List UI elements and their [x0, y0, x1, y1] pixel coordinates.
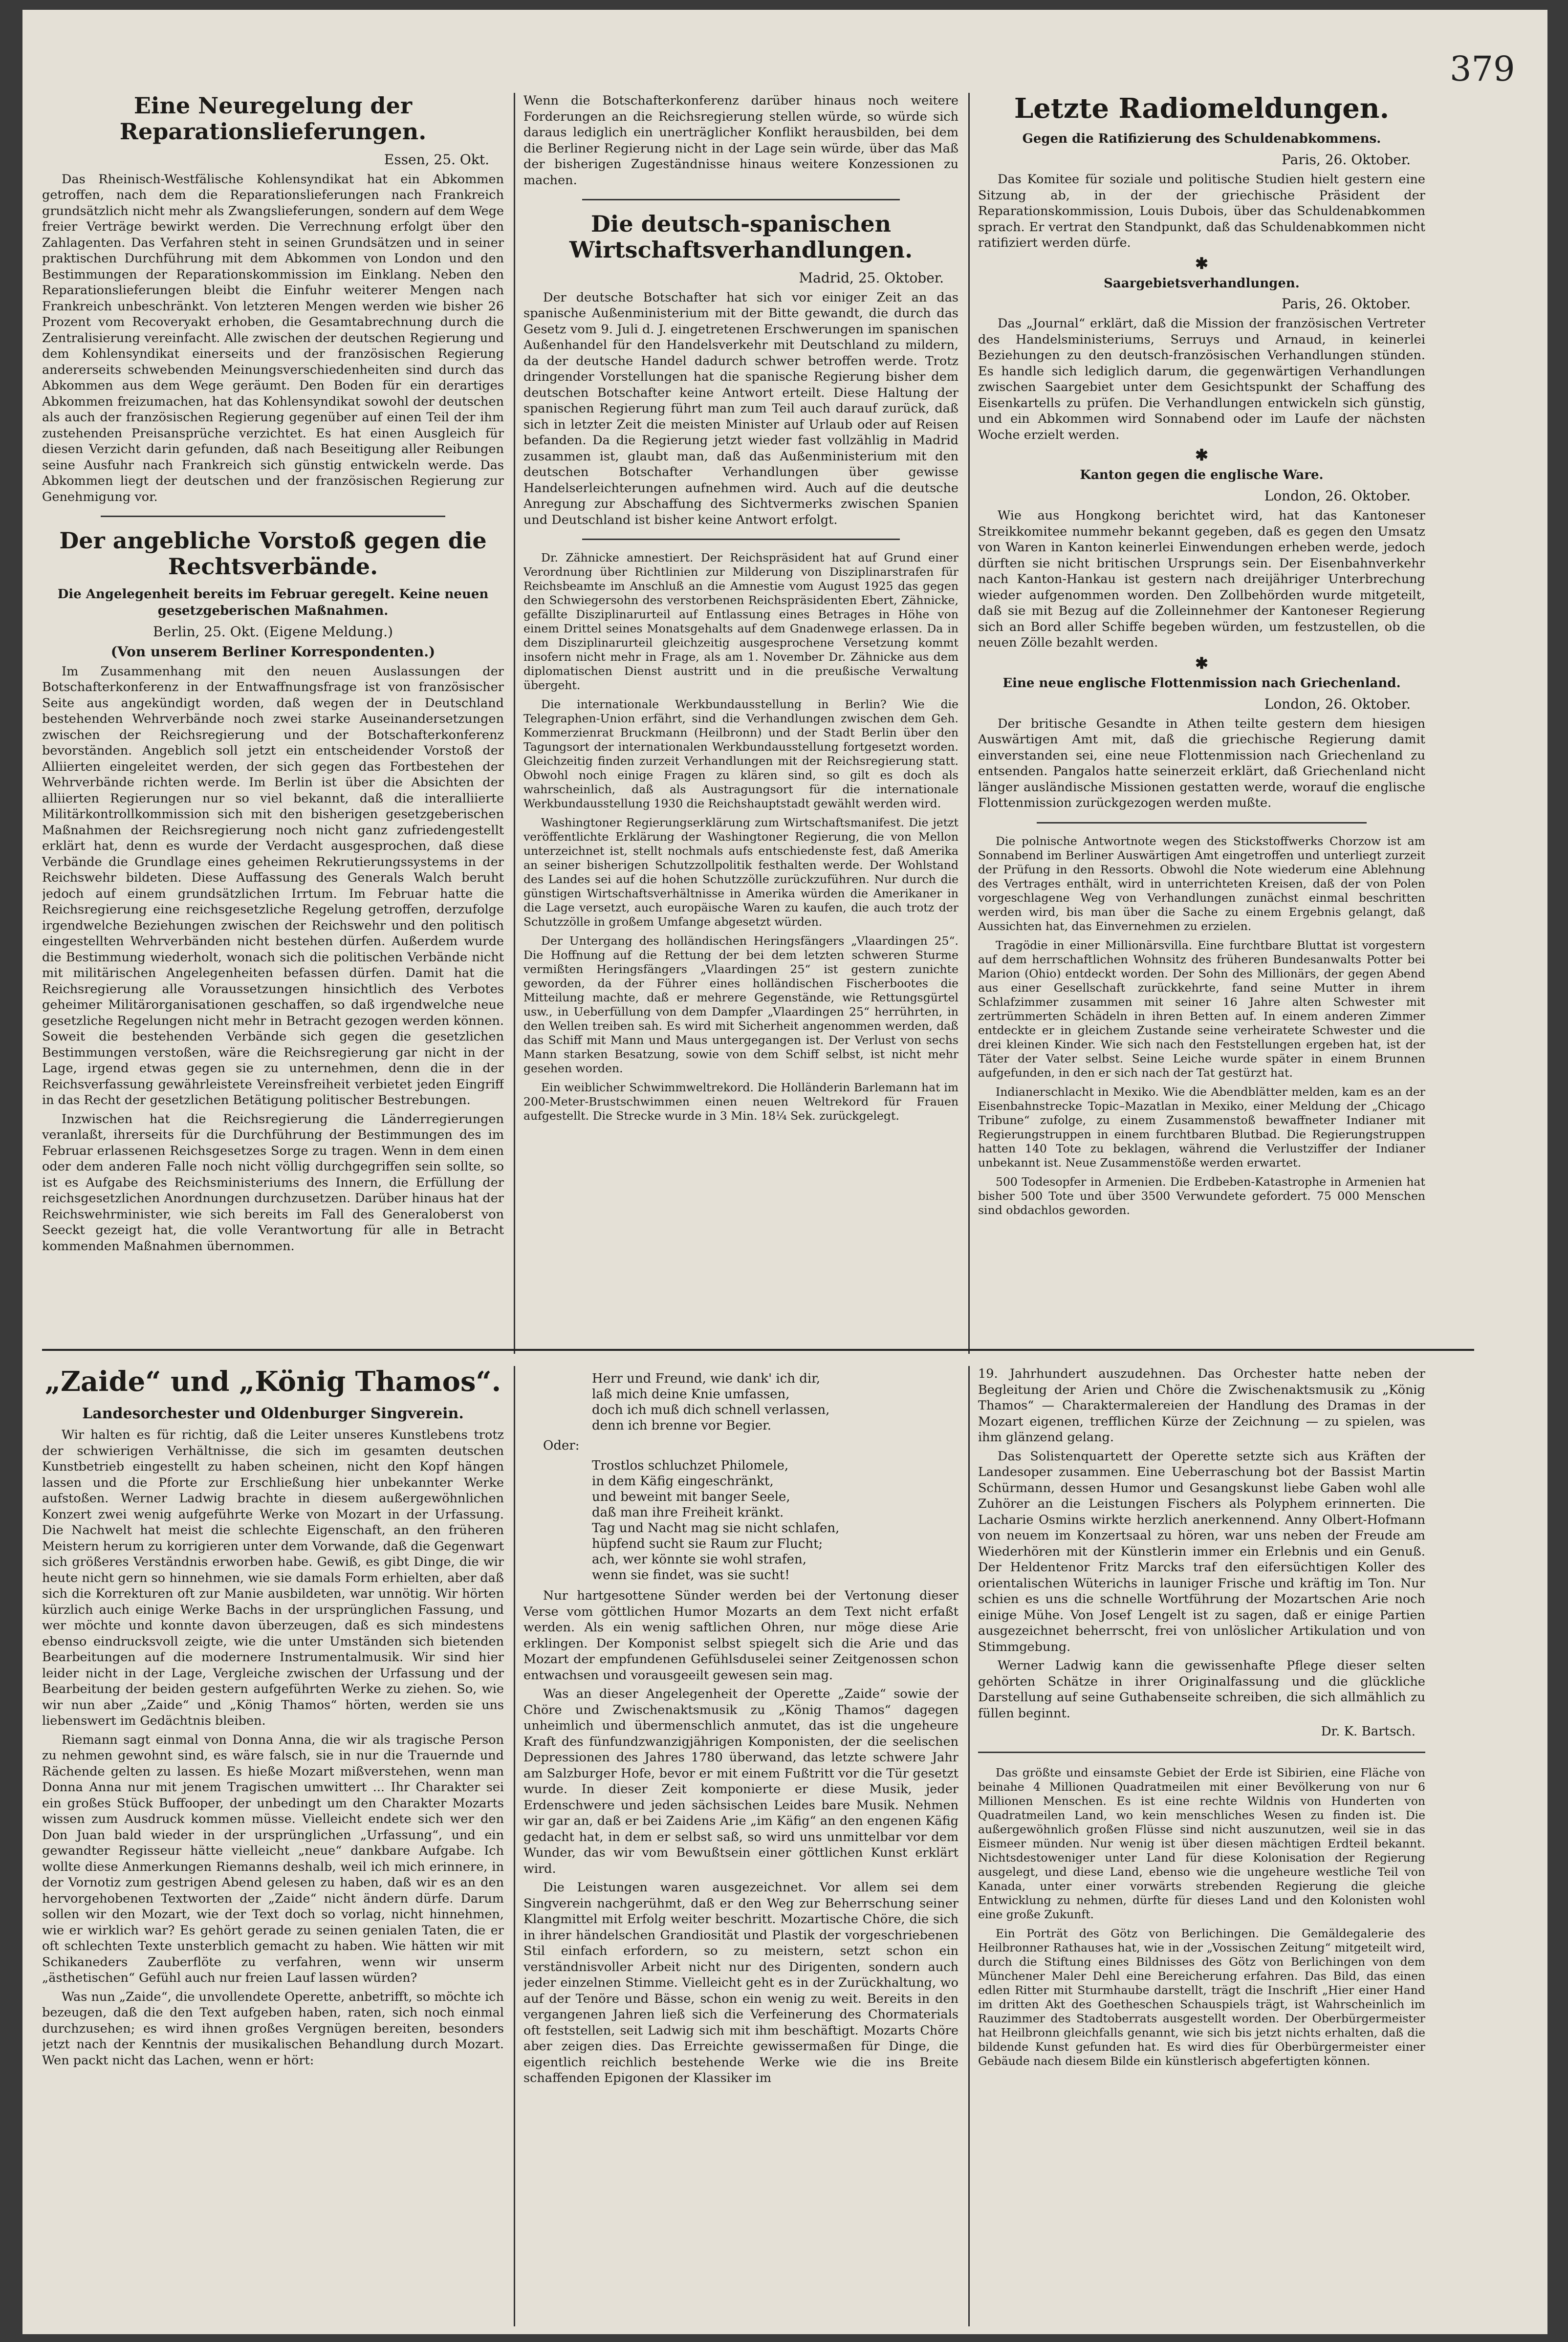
feuilleton-text: Was nun „Zaide“, die unvollendete Operette, anbetrifft, so möchte ich bezeugen, daß die den Text aufgeben haben, raten, sich noch einmal durchzusehen; es wird ihnen großes Vergnügen bereiten, besonders jetzt nach der Kenntnis der musikalischen Behandlung durch Mozart. Wen packt nicht das Lachen, wenn er hört: [42, 1989, 504, 2068]
article-subtitle: Saargebietsverhandlungen. [1104, 276, 1300, 291]
poem-line: wenn sie findet, was sie sucht! [592, 1568, 790, 1583]
feuilleton-text: Die Leistungen waren ausgezeichnet. Vor allem sei dem Singverein nachgerühmt, daß er den Weg zur Beherrschung seiner Klangmittel mit Erfolg weiter beschritt. Mozartische Chöre, die sich in ihrer händelschen Grandiosität und Plastik der vorgeschriebenen Stil einfach erfordern, so zu meistern, setzt schon ein verständnisvoller Arbeit nicht nur des Dirigenten, sondern auch jeder einzelnen Stimme. Vielleicht geht es in der Zurückhaltung, wo auf der Tenöre und Bässe, schon ein wenig zu weit. Bereits in den vergangenen Jahren ließ sich die Verfeinerung des Chormaterials oft feststellen, seit Ladwig sich mit ihm beschäftigt. Mozarts Chöre aber zeigen dies. Das Erreichte gewissermaßen für Dinge, die eigentlich reichlich bestehende Werke wie die ins Breite schaffenden Epigonen der Klassiker im [523, 1880, 958, 2085]
divider [582, 199, 900, 200]
article-text: Der deutsche Botschafter hat sich vor einiger Zeit an das spanische Außenministerium mit der Bitte gewandt, die durch das Gesetz vom 9. Juli d. J. eingetretenen Erschwerungen im spanischen Außenhandel für den Handelsverkehr mit Deutschland zu mildern, da der deutsche Handel dadurch schwer betroffen werde. Trotz dringender Vorstellungen hat die spanische Regierung bisher dem deutschen Botschafter keine Antwort erteilt. Diese Haltung der spanischen Regierung führt man zum Teil auch darauf zurück, daß sich in letzter Zeit die meisten Minister auf Urlaub oder auf Reisen befanden. Da die Regierung jetzt wieder fast vollzählig in Madrid zusammen ist, glaubt man, daß das Außenministerium mit den deutschen Botschafter Verhandlungen über gewisse Handelserleichterungen aufnehmen wird. Auch auf die deutsche Anregung zur Abschaffung des Sichtvermerks zwischen Spanien und Deutschland ist bisher keine Antwort erfolgt. [523, 290, 958, 527]
article-title: Der angebliche Vorstoß gegen die Rechtsverbände. [59, 527, 487, 580]
dateline: Paris, 26. Oktober. [1282, 152, 1411, 168]
feuilleton-text: Nur hartgesottene Sünder werden bei der Vertonung dieser Verse vom göttlichen Humor Mozarts an dem Text nicht erfaßt werden. Als ein wenig saftlichen Ohren, nur möge diese Arie erklingen. Der Komponist selbst spiegelt sich die Arie und das Mozart der empfundenen Gefühlsduselei seiner Zeitgenossen schon entwachsen und vorausgeeilt gewesen sein mag. [523, 1588, 958, 1683]
poem-line: Herr und Freund, wie dank' ich dir, [592, 1371, 821, 1386]
poem-line: und beweint mit banger Seele, [592, 1490, 790, 1504]
dateline: London, 26. Oktober. [1264, 695, 1411, 712]
column-1 [42, 93, 504, 1344]
section-title: Letzte Radiomeldungen. [1014, 93, 1390, 125]
divider [978, 1752, 1425, 1753]
article-subtitle: Eine neue englische Flottenmission nach Griechenland. [1002, 675, 1401, 691]
article-text: Im Zusammenhang mit den neuen Auslassungen der Botschafterkonferenz in der Entwaffnungsfrage ist von französischer Seite aus angekündigt worden, daß wegen der in Deutschland bestehenden Wehrverbände noch zwei starke Auseinandersetzungen zwischen der Reichsregierung und der Botschafterkonferenz bevorständen. Angeblich soll jetzt ein entscheidender Vorstoß der Alliierten eingeleitet werden, der sich gegen das Fortbestehen der Wehrverbände richten werde. Im Berlin ist über die Absichten der alliierten Regierungen nur so viel bekannt, daß die interalliierte Militärkontrollkommission sich mit den bisherigen gesetzgeberischen Maßnahmen der Reichsregierung noch nicht ganz zufriedengestellt erklärt hat, denn es wurde der Verdacht ausgesprochen, daß diese Verbände die Grundlage eines geheimen Rekrutierungssystems in der Reichswehr bildeten. Diese Auffassung des Generals Walch beruht jedoch auf einem grundsätzlichen Irrtum. Im Februar hatte die Reichsregierung eine reichsgesetzliche Regelung getroffen, derzufolge irgendwelche Beziehungen zwischen der Reichswehr und den politisch eingestellten Wehrverbänden nicht bestehen dürfen. Außerdem wurde die Bestimmung wiederholt, wonach sich die politischen Verbände nicht mit militärischen Angelegenheiten befassen dürfen. Damit hat die Reichsregierung alle Voraussetzungen hinsichtlich des Verbotes geheimer Militärorganisationen geschaffen, so daß irgendwelche neue gesetzliche Regelungen nicht mehr in Betracht gezogen werden können. Soweit die bestehenden Verbände sich gegen die gesetzlichen Bestimmungen verstoßen, wäre die Reichsregierung gar nicht in der Lage, irgend etwas gegen sie zu unternehmen, denn die in der Reichsverfassung gewährleistete Vereinsfreiheit verbietet jeden Eingriff in das Recht der gesetzlichen Betätigung politischer Bestrebungen. [42, 664, 504, 1108]
feuilleton-text: Werner Ladwig kann die gewissenhafte Pflege dieser selten gehörten Schätze in ihrer Originalfassung und die glückliche Darstellung auf seine Guthabenseite schreiben, die sich allmählich zu füllen beginnt. [978, 1658, 1425, 1721]
feuilleton-text: Wir halten es für richtig, daß die Leiter unseres Kunstlebens trotz der schwierigen Verhältnisse, die sich im gesamten deutschen Kunstbetrieb eingestellt zu haben scheinen, nicht den Kopf hängen lassen und die Pforte zur Erschließung hier unbekannter Werke aufstoßen. Werner Ladwig brachte in diesem außergewöhnlichen Konzert zwei wenig aufgeführte Werke von Mozart in der Urfassung. Die Nachwelt hat meist die schlechte Eigenschaft, an den früheren Meistern herum zu korrigieren unter dem Vorwande, daß die Gegenwart sich größeres Verständnis erworben habe. Gewiß, es gibt Dinge, die wir heute nicht gern so hinnehmen, wie sie damals Form erhielten, aber daß sich die Korrekturen oft zur Manie ausbildeten, war unnötig. Wir hörten kürzlich auch einige Werke Bachs in der ursprünglichen Fassung, und wer möchte und konnte davon überzeugen, daß es sich mindestens ebenso eindrucksvoll zeigte, wie die unter Umständen sich bietenden Bearbeitungen auf die modernere Instrumentalmusik. Wir sind hier leider nicht in der Lage, Vergleiche zwischen der Urfassung und der Bearbeitung der beiden gestern aufgeführten Werke zu ziehen. So, wie wir nun aber „Zaide“ und „König Thamos“ hörten, werden sie uns liebenswert im Gedächtnis bleiben. [42, 1428, 504, 1729]
article-subtitle: Gegen die Ratifizierung des Schuldenabkommens. [1022, 131, 1381, 147]
article-text: Das Rheinisch-Westfälische Kohlensyndikat hat ein Abkommen getroffen, nach dem die Reparationslieferungen nach Frankreich grundsätzlich nicht mehr als Zwangslieferungen, sondern auf dem Wege freier Verträge bewirkt werden. Die Verrechnung erfolgt über den Zahlagenten. Das Verfahren steht in seinen Grundsätzen und in seiner praktischen Durchführung mit dem Abkommen von London und den Bestimmungen der Reparationskommission im Einklang. Neben den Reparationslieferungen bleibt die Einfuhr weiterer Mengen nach Frankreich unbeschränkt. Von letzteren Mengen werden wie bisher 26 Prozent vom Recoveryakt erhoben, die Gesamtabrechnung durch die Zentralisierung vereinfacht. Alle zwischen der deutschen Regierung und dem Kohlensyndikat einerseits und der französischen Regierung andererseits schwebenden Meinungsverschiedenheiten sind durch das Abkommen aus dem Wege geräumt. Den Boden für ein derartiges Abkommen freizumachen, hat das Kohlensyndikat sowohl der deutschen als auch der französischen Regierung gegenüber auf einen Teil der ihm zustehenden Preisansprüche verzichtet. Es hat einen Ausgleich für diesen Verzicht darin gefunden, daß nach Beseitigung aller Reibungen seine Ausfuhr nach Frankreich sich günstig entwickeln werde. Das Abkommen liegt der deutschen und der französischen Regierung zur Genehmigung vor. [42, 172, 504, 504]
asterisk-divider: ✱ [1195, 446, 1208, 465]
article-subtitle: Kanton gegen die englische Ware. [1080, 468, 1324, 483]
article-title: Eine Neuregelung der Reparationslieferungen. [119, 93, 427, 145]
dateline: Madrid, 25. Oktober. [799, 269, 944, 286]
news-item: Die polnische Antwortnote wegen des Stickstoffwerks Chorzow ist am Sonnabend im Berliner Auswärtigen Amt eingetroffen und unterliegt zurzeit der Prüfung in den Ressorts. Obwohl die Note wiederum eine Ablehnung des Vertrages enthält, wird in unterrichteten Kreisen, daß der von Polen vorgeschlagene Weg von Verhandlungen zunächst einmal beschritten werden wird, bis man über die Sache zu einem Ergebnis gelangt, daß Aussichten hat, das Einvernehmen zu erzielen. [978, 834, 1425, 933]
article-text: Wie aus Hongkong berichtet wird, hat das Kantoneser Streikkomitee nummehr bekannt gegeben, daß es gegen den Umsatz von Waren in Kanton keinerlei Einwendungen erheben werde, jedoch dürften sie nicht britischen Ursprungs sein. Der Eisenbahnverkehr nach Kanton-Hankau ist gestern nach dreijähriger Unterbrechung wieder aufgenommen worden. Den Zollbehörden wurde mitgeteilt, daß sie mit Bezug auf die Zolleinnehmer der Kantoneser Regierung sich an Bord aller Schiffe begeben würden, um festzustellen, ob die neuen Zölle bezahlt werden. [978, 508, 1425, 651]
poem-connector: Oder: [543, 1438, 580, 1453]
byline: (Von unserem Berliner Korrespondenten.) [110, 643, 436, 660]
poem-line: ach, wer könnte sie wohl strafen, [592, 1552, 806, 1567]
dateline: Paris, 26. Oktober. [1282, 296, 1411, 312]
feuilleton-column-2 [523, 1366, 958, 2319]
news-item: Der Untergang des holländischen Heringsfängers „Vlaardingen 25“. Die Hoffnung auf die Rettung der bei dem letzten schweren Sturme vermißten Heringsfängers „Vlaardingen 25“ ist gestern zunichte geworden, da der Führer eines holländischen Fischerbootes die Mitteilung machte, daß er mehrere Gegenstände, wie Rettungsgürtel usw., in Ueberfüllung von dem Dampfer „Vlaardingen 25“ herrührten, in den Wellen treiben sah. Es wird mit Sicherheit angenommen werden, daß das Schiff mit Mann und Maus untergegangen ist. Der Verlust von sechs Mann starken Besatzung, sowie von dem Schiff selbst, ist nicht mehr gesehen worden. [523, 934, 958, 1076]
feuilleton-subtitle: Landesorchester und Oldenburger Singverein. [82, 1405, 464, 1423]
article-text: Inzwischen hat die Reichsregierung die Länderregierungen veranlaßt, ihrerseits für die Durchführung der Bestimmungen des im Februar erlassenen Reichsgesetzes Sorge zu tragen. Wenn in dem einen oder dem anderen Falle noch nicht völlig durchgegriffen sein sollte, so ist es Aufgabe des Reichsministeriums des Innern, die Erfüllung der reichsgesetzlichen Anordnungen durchzusetzen. Darüber hinaus hat der Reichswehrminister, wie sich bereits im Fall des Generaloberst von Seeckt gezeigt hat, die volle Verantwortung für alle in Betracht kommenden Maßnahmen übernommen. [42, 1111, 504, 1254]
news-item: Die internationale Werkbundausstellung in Berlin? Wie die Telegraphen-Union erfährt, sind die Verhandlungen zwischen dem Geh. Kommerzienrat Bruckmann (Heilbronn) und der Stadt Berlin über den Tagungsort der internationalen Werkbundausstellung fortgesetzt worden. Gleichzeitig finden zurzeit Verhandlungen mit der Reichsregierung statt. Obwohl noch einige Fragen zu klären sind, so gilt es doch als wahrscheinlich, daß als Austragungsort für die internationale Werkbundausstellung 1930 die Reichshauptstadt gewählt werden wird. [523, 697, 958, 811]
asterisk-divider: ✱ [1195, 254, 1208, 273]
column-2 [523, 93, 958, 1344]
poem-line: doch ich muß dich schnell verlassen, [592, 1403, 830, 1417]
dateline: Berlin, 25. Okt. (Eigene Meldung.) [153, 623, 393, 640]
poem-verse-2 [592, 1458, 958, 1583]
feuilleton-text: Was an dieser Angelegenheit der Operette „Zaide“ sowie der Chöre und Zwischenaktsmusik zu „König Thamos“ dagegen unheimlich und übermenschlich anmutet, das ist die ungeheure Kraft des fünfundzwanzigjährigen Komponisten, der die seelischen Depressionen des Jahres 1780 überwand, das letzte schwere Jahr am Salzburger Hofe, bevor er mit einem Fußtritt vor die Tür gesetzt wurde. In dieser Zeit komponierte er diese Musik, jeder Erdenschwere und jeden sächsischen Leides bare Musik. Nehmen wir gar an, daß er bei Zaidens Arie „im Käfig“ an den engenen Käfig gedacht hat, in dem er selbst saß, so wird uns unmittelbar vor dem Wunder, das wir vom Bewußtsein einer göttlichen Kunst erklärt wird. [523, 1687, 958, 1876]
column-rule [514, 1366, 515, 2326]
asterisk-divider: ✱ [1195, 653, 1208, 672]
article-text: Der britische Gesandte in Athen teilte gestern dem hiesigen Auswärtigen Amt mit, daß die griechische Regierung damit einverstanden sei, eine neue Flottenmission nach Griechenland zu entsenden. Pangalos hatte seinerzeit erklärt, daß Griechenland nicht länger ausländische Missionen gestatten werde, worauf die englische Flottenmission zurückgezogen werden mußte. [978, 716, 1425, 811]
article-text: Das „Journal“ erklärt, daß die Mission der französischen Vertreter des Handelsministeriums, Serruys und Arnaud, in keinerlei Beziehungen zu den deutsch-französischen Verhandlungen stünden. Es handle sich lediglich darum, die gegenwärtigen Verhandlungen zwischen Saargebiet unter dem Gesichtspunkt der Schaffung des Eisenkartells zu prüfen. Die Verhandlungen entwickeln sich günstig, und ein Abkommen wird Sonnabend oder im Laufe der nächsten Woche erzielt werden. [978, 316, 1425, 442]
poem-line: laß mich deine Knie umfassen, [592, 1387, 790, 1402]
feuilleton-text: 19. Jahrhundert auszudehnen. Das Orchester hatte neben der Begleitung der Arien und Chöre die Zwischenaktsmusik zu „König Thamos“ — Charaktermalereien der Handlung des Dramas in der Mozart eigenen, trefflichen Kürze der Zeichnung — zu spielen, was ihm glänzend gelang. [978, 1366, 1425, 1445]
poem-verse-1 [592, 1371, 958, 1433]
column-rule [968, 93, 970, 1354]
poem-line: hüpfend sucht sie Raum zur Flucht; [592, 1537, 823, 1551]
dateline: Essen, 25. Okt. [384, 151, 489, 168]
column-3 [978, 93, 1425, 1344]
poem-line: in dem Käfig eingeschränkt, [592, 1474, 774, 1489]
feuilleton-rule [42, 1349, 1474, 1351]
signature: Dr. K. Bartsch. [1321, 1724, 1416, 1739]
divider [582, 539, 900, 540]
column-rule [968, 1366, 970, 2326]
news-item: Indianerschlacht in Mexiko. Wie die Abendblätter melden, kam es an der Eisenbahnstrecke Topic–Mazatlan in Mexiko, einer Meldung der „Chicago Tribune“ zufolge, zu einem Zusammenstoß bewaffneter Indianer mit Regierungstruppen in einem furchtbaren Blutbad. Die Regierungstruppen hatten 140 Tote zu beklagen, während die Verlustziffer der Indianer unbekannt ist. Neue Zusammenstöße werden erwartet. [978, 1084, 1425, 1170]
article-text: Wenn die Botschafterkonferenz darüber hinaus noch weitere Forderungen an die Reichsregierung stellen würde, so würde sich daraus lediglich ein unerträglicher Konflikt herausbilden, bei dem die Berliner Regierung nicht in der Lage sein würde, über das Maß der bisherigen Zugeständnisse hinaus weitere Konzessionen zu machen. [523, 93, 958, 188]
page-number: 379 [1450, 49, 1515, 89]
news-item: Ein Porträt des Götz von Berlichingen. Die Gemäldegalerie des Heilbronner Rathauses hat, wie in der „Vossischen Zeitung“ mitgeteilt wird, durch die Stiftung eines Bildnisses des Götz von Berlichingen von dem Münchener Maler Dehl eine Bereicherung erfahren. Das Bild, das einen edlen Ritter mit Sturmhaube darstellt, trägt die Inschrift „Hier einer Hand im dritten Akt des Goetheschen Schauspiels trägt, ist Wahrscheinlich im Rauzimmer des Stadtoberrats ausgestellt worden. Der Oberbürgermeister hat Heilbronn gleichfalls genannt, wie sich bis jetzt nichts erhalten, daß die bildende Kunst gefunden hat. Es wird dies für Oberbürgermeister einer Gebäude nach diesem Bilde ein künstlerisch abgefertigten können. [978, 1927, 1425, 2068]
article-title: Die deutsch-spanischen Wirtschaftsverhandlungen. [569, 211, 913, 263]
poem-line: daß man ihre Freiheit kränkt. [592, 1505, 784, 1520]
feuilleton-title: „Zaide“ und „König Thamos“. [44, 1366, 501, 1398]
news-item: Dr. Zähnicke amnestiert. Der Reichspräsident hat auf Grund einer Verordnung über Richtlinien zur Milderung von Disziplinarstrafen für Reichsbeamte im Anschluß an die Amnestie vom August 1925 das gegen den Schwiegersohn des verstorbenen Reichspräsidenten Ebert, Zähnicke, gefällte Disziplinarurteil auf Entlassung eines Betrages in Höhe von einem Drittel seines Monatsgehalts auf dem Gnadenwege erlassen. Da in dem Disziplinarurteil gleichzeitig ausgesprochene Versetzung kommt insofern nicht mehr in Frage, als am 1. November Dr. Zähnicke aus dem diplomatischen Dienst austritt und in die preußische Verwaltung übergeht. [523, 551, 958, 693]
news-item: Washingtoner Regierungserklärung zum Wirtschaftsmanifest. Die jetzt veröffentlichte Erklärung der Washingtoner Regierung, die von Mellon unterzeichnet ist, stellt nochmals aufs entschiedenste fest, daß Amerika an seiner bisherigen Schutzzollpolitik festhalten werde. Der Wohlstand des Landes sei auf die hohen Schutzzölle zurückzuführen. Nur durch die günstigen Wirtschaftsverhältnisse in Amerika würden die Amerikaner in die Lage versetzt, auch europäische Waren zu kaufen, die auch trotz der Schutzzölle in großem Umfange abgesetzt würden. [523, 816, 958, 929]
feuilleton-column-1 [42, 1366, 504, 2319]
article-subtitle: Die Angelegenheit bereits im Februar geregelt. Keine neuen gesetzgeberischen Maßnahmen. [57, 587, 489, 618]
newspaper-page [22, 10, 1547, 2334]
column-rule [514, 93, 515, 1354]
poem-line: Trostlos schluchzet Philomele, [592, 1458, 789, 1473]
article-text: Das Komitee für soziale und politische Studien hielt gestern eine Sitzung ab, in der der griechische Präsident der Reparationskommission, Louis Dubois, über das Schuldenabkommen sprach. Er vertrat den Standpunkt, daß das Schuldenabkommen nicht ratifiziert werden dürfe. [978, 172, 1425, 251]
dateline: London, 26. Oktober. [1264, 488, 1411, 504]
news-item: 500 Todesopfer in Armenien. Die Erdbeben-Katastrophe in Armenien hat bisher 500 Tote und über 3500 Verwundete gefordert. 75 000 Menschen sind obdachlos geworden. [978, 1174, 1425, 1217]
divider [101, 516, 445, 517]
poem-line: Tag und Nacht mag sie nicht schlafen, [592, 1521, 840, 1536]
feuilleton-column-3 [978, 1366, 1425, 2319]
news-item: Ein weiblicher Schwimmweltrekord. Die Holländerin Barlemann hat im 200-Meter-Brustschwimmen einen neuen Weltrekord für Frauen aufgestellt. Die Strecke wurde in 3 Min. 18¼ Sek. zurückgelegt. [523, 1081, 958, 1123]
feuilleton-text: Das Solistenquartett der Operette setzte sich aus Kräften der Landesoper zusammen. Eine Ueberraschung bot der Bassist Martin Schürmann, dessen Humor und Gesangskunst liebe Gaben wohl alle Zuhörer an die Leistungen Fischers als Polyphem erinnerten. Die Lacharie Osmins wirkte herzlich anerkennend. Anny Olbert-Hofmann von neuem im Konzertsaal zu hören, war uns neben der Freude am Wiederhören mit der Künstlerin immer ein Erlebnis und ein Genuß. Der Heldentenor Fritz Marcks traf den eifersüchtigen Koller des orientalischen Wüterichs in launiger Frische und kräftig im Ton. Nur schien es uns die schnelle Wortführung der Mozartschen Arie noch einige Mühe. Von Josef Lengelt ist zu sagen, daß er einige Partien ausgezeichnet beherrscht, frei von unlöslicher Artikulation und von Stimmgebung. [978, 1449, 1425, 1654]
divider [1037, 822, 1367, 824]
news-item: Tragödie in einer Millionärsvilla. Eine furchtbare Bluttat ist vorgestern auf dem herrschaftlichen Wohnsitz des früheren Bundesanwalts Potter bei Marion (Ohio) entdeckt worden. Der Sohn des Millionärs, der gegen Abend aus einer Gesellschaft zurückkehrte, fand seine Mutter in ihrem Schlafzimmer zusammen mit seiner 16 Jahre alten Schwester mit zertrümmerten Schädeln in ihren Betten auf. In einem anderen Zimmer entdeckte er in gleichem Zustande seine verheiratete Schwester und die drei kleinen Kinder. Wie sich nach den Feststellungen ergeben hat, ist der Täter der Vater selbst. Seine Leiche wurde später in einem Brunnen aufgefunden, in den er sich nach der Tat gestürzt hat. [978, 938, 1425, 1080]
feuilleton-text: Riemann sagt einmal von Donna Anna, die wir als tragische Person zu nehmen gewohnt sind, es wäre falsch, sie in nur die Trauernde und Rächende gelten zu lassen. Es hieße Mozart mißverstehen, wenn man Donna Anna nur mit jenem Tragischen umwittert ... Ihr Charakter sei ein großes Stück Buffooper, der unbedingt um den Charakter Mozarts wissen zum Ausdruck kommen müsse. Vielleicht endete sich wer den Don Juan bald wieder in der ursprünglichen „Urfassung“, und ein gewandter Regisseur hätte vielleicht „neue“ dankbare Aufgabe. Ich wollte diese Anmerkungen Riemanns deshalb, weil ich mich erinnere, in der Vornotiz zum gestrigen Abend gelesen zu haben, daß wir es an den hervorgehobenen Textworten der „Zaide“ nicht ändern dürfe. Darum sollen wir den Mozart, wie der Text doch so vorlag, nicht hinnehmen, wie er wirklich war? Es gehört gerade zu seinen genialen Taten, die er oft schlechten Texte unsterblich gemacht zu haben. Wie hätten wir mit Schikaneders Zauberflöte zu verfahren, wenn wir unserm „ästhetischen“ Gefühl auch nur freien Lauf lassen würden? [42, 1732, 504, 1986]
news-item: Das größte und einsamste Gebiet der Erde ist Sibirien, eine Fläche von beinahe 4 Millionen Quadratmeilen mit einer Bevölkerung von nur 6 Millionen Menschen. Es ist eine rechte Wildnis von Hunderten von Quadratmeilen Land, wo kein menschliches Wesen zu finden ist. Die außergewöhnlich großen Flüsse sind nicht auszunutzen, weil sie in das Eismeer münden. Nur wenig ist über diesen mächtigen Erdteil bekannt. Nichtsdestoweniger unter Land für diese Kolonisation der Regierung ausgelegt, und diese Land, ebenso wie die ungeheure westliche Teil von Kanada, unter einer vorwärts strebenden Regierung die gleiche Entwicklung zu nehmen, dürfte für dieses Land und den Kolonisten wohl eine große Zukunft. [978, 1766, 1425, 1921]
poem-line: denn ich brenne vor Begier. [592, 1418, 771, 1433]
